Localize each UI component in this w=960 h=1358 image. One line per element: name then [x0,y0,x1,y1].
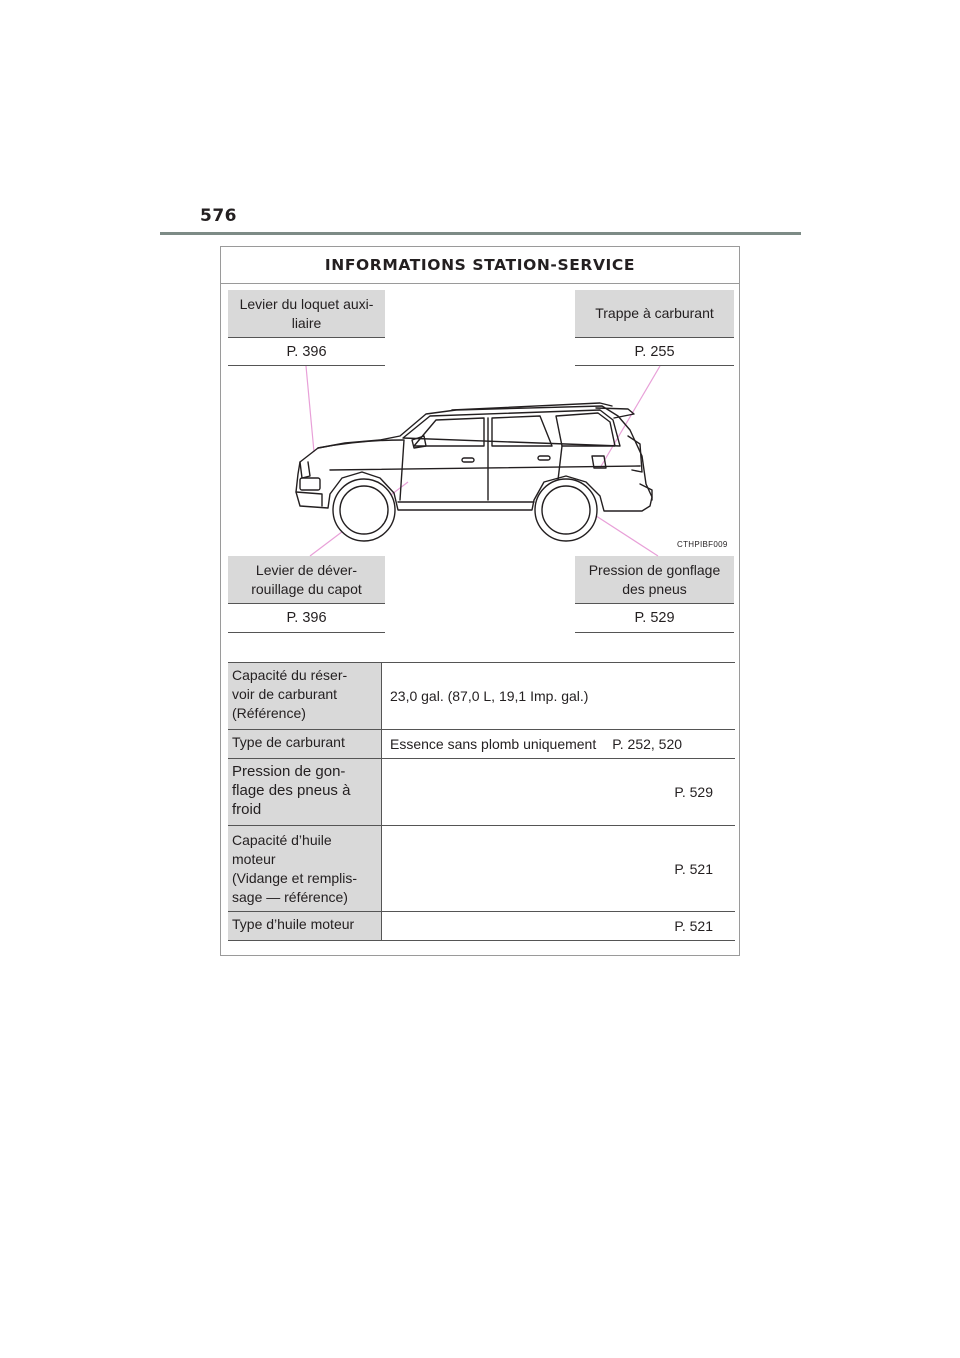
spec-value-cell [381,663,735,729]
callout-fuel-door-page: P. 255 [575,338,734,366]
spec-value: Essence sans plomb uniquement [390,736,597,752]
spec-label: Capacité d’huile moteur (Vidange et remplis- sage — référence) [228,826,381,911]
callout-aux-latch-page: P. 396 [228,338,385,366]
front-door-edge [400,440,404,500]
spec-page-ref: P. 529 [674,784,713,800]
spec-page-ref: P. 521 [674,918,713,934]
spec-value-cell [381,912,735,940]
page-number: 576 [200,206,237,226]
figure-code: CTHPIBF009 [677,540,728,549]
spec-row-oil-type [228,912,735,941]
spec-page-ref: P. 252, 520 [612,736,683,752]
spec-label: Capacité du réser- voir de carburant (Référence) [228,663,381,729]
door-handle-rear [538,456,550,460]
spec-page-ref: P. 521 [674,860,713,877]
page-title: INFORMATIONS STATION-SERVICE [221,247,739,284]
spec-value-cell [381,730,735,758]
callout-aux-latch-label: Levier du loquet auxi- liaire [228,290,385,338]
front-wheel-rim [340,486,388,534]
callout-tire-pressure-label: Pression de gonflage des pneus [575,556,734,604]
spec-label: Type d’huile moteur [228,912,381,940]
spec-label: Type de carburant [228,730,381,758]
spec-row-fuel-capacity [228,663,735,730]
callout-tire-pressure-page: P. 529 [575,604,734,633]
leader-tire-pressure [590,512,658,556]
window-line [403,410,620,446]
spec-value-cell [381,759,735,825]
spec-row-fuel-type [228,730,735,759]
quarter-window [556,413,615,446]
rear-wheel-rim [542,486,590,534]
spec-row-tire-pressure [228,759,735,826]
spec-table [228,662,735,941]
spec-label: Pression de gon- flage des pneus à froid [228,759,381,825]
leader-aux-latch [306,366,314,452]
spec-row-oil-capacity [228,826,735,912]
spec-value: 23,0 gal. (87,0 L, 19,1 Imp. gal.) [390,688,589,704]
headlamp [300,478,320,490]
callout-hood-release-label: Levier de déver- rouillage du capot [228,556,385,604]
spec-value-cell [381,826,735,911]
rear-door-edge [558,446,562,480]
callout-fuel-door-label: Trappe à carburant [575,290,734,338]
door-handle-front [462,458,474,462]
callout-hood-release-page: P. 396 [228,604,385,633]
front-grille [300,462,310,478]
